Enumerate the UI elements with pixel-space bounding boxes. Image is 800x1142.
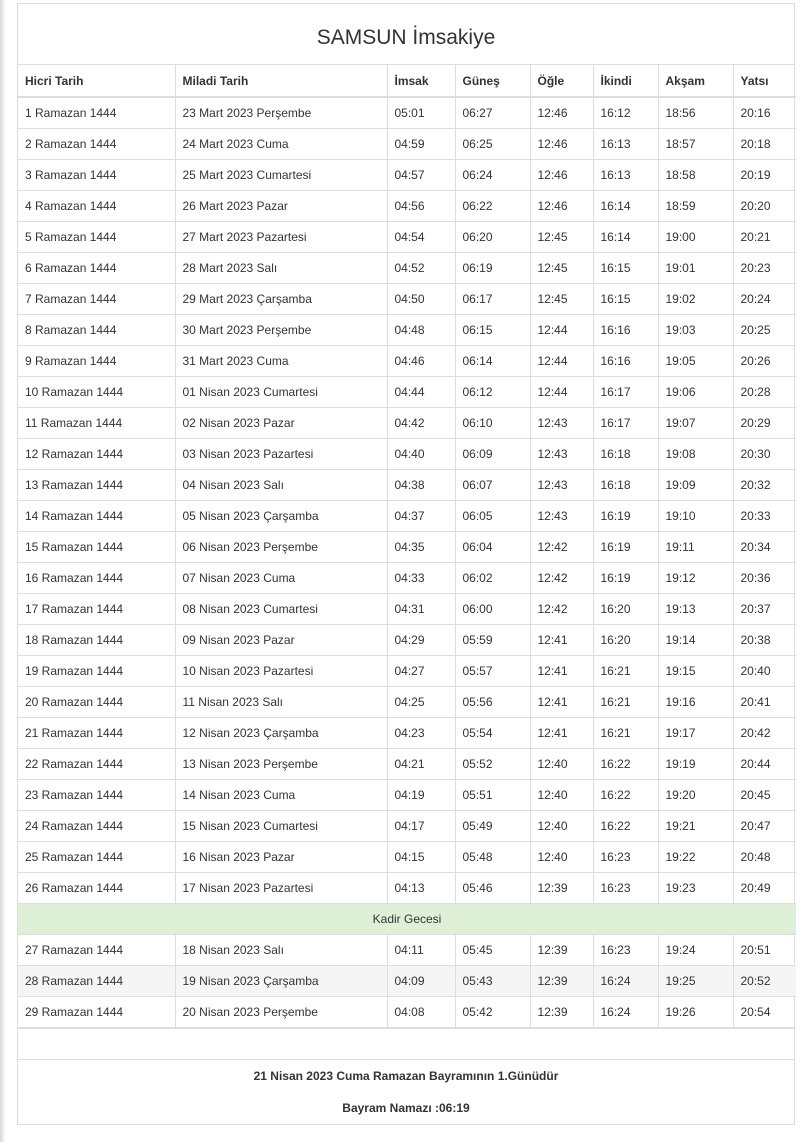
- table-row: [18, 873, 796, 904]
- cell-gunes: 05:48: [455, 842, 530, 873]
- cell-aksam: 19:20: [658, 780, 733, 811]
- cell-ogle: 12:42: [530, 532, 593, 563]
- cell-gunes: 06:09: [455, 439, 530, 470]
- cell-aksam: 19:23: [658, 873, 733, 904]
- cell-hicri-tarih: 22 Ramazan 1444: [18, 749, 175, 780]
- cell-ogle: 12:40: [530, 749, 593, 780]
- header-gunes: Güneş: [455, 65, 530, 97]
- cell-ogle: 12:44: [530, 315, 593, 346]
- cell-ikindi: 16:24: [593, 966, 658, 997]
- table-row: [18, 253, 796, 284]
- cell-gunes: 06:12: [455, 377, 530, 408]
- cell-gunes: 06:00: [455, 594, 530, 625]
- cell-ikindi: 16:17: [593, 408, 658, 439]
- table-row: [18, 718, 796, 749]
- cell-ogle: 12:40: [530, 842, 593, 873]
- cell-hicri-tarih: 7 Ramazan 1444: [18, 284, 175, 315]
- cell-gunes: 06:19: [455, 253, 530, 284]
- cell-imsak: 04:50: [387, 284, 455, 315]
- cell-yatsi: 20:32: [733, 470, 796, 501]
- cell-miladi-tarih: 29 Mart 2023 Çarşamba: [175, 284, 387, 315]
- cell-ikindi: 16:20: [593, 625, 658, 656]
- cell-imsak: 04:23: [387, 718, 455, 749]
- cell-ikindi: 16:19: [593, 532, 658, 563]
- cell-imsak: 04:25: [387, 687, 455, 718]
- cell-yatsi: 20:38: [733, 625, 796, 656]
- bayram-namazi-text: Bayram Namazı :06:19: [342, 1101, 470, 1115]
- cell-imsak: 04:09: [387, 966, 455, 997]
- cell-miladi-tarih: 12 Nisan 2023 Çarşamba: [175, 718, 387, 749]
- table-row: [18, 501, 796, 532]
- cell-ogle: 12:46: [530, 160, 593, 191]
- cell-ogle: 12:44: [530, 346, 593, 377]
- cell-aksam: 18:57: [658, 129, 733, 160]
- cell-yatsi: 20:16: [733, 97, 796, 129]
- cell-ogle: 12:43: [530, 439, 593, 470]
- cell-ogle: 12:43: [530, 470, 593, 501]
- table-row: [18, 284, 796, 315]
- cell-ikindi: 16:19: [593, 563, 658, 594]
- cell-imsak: 04:56: [387, 191, 455, 222]
- cell-yatsi: 20:48: [733, 842, 796, 873]
- cell-hicri-tarih: 24 Ramazan 1444: [18, 811, 175, 842]
- cell-miladi-tarih: 30 Mart 2023 Perşembe: [175, 315, 387, 346]
- cell-gunes: 05:52: [455, 749, 530, 780]
- cell-ikindi: 16:22: [593, 811, 658, 842]
- cell-ogle: 12:41: [530, 718, 593, 749]
- cell-ikindi: 16:21: [593, 718, 658, 749]
- cell-imsak: 04:59: [387, 129, 455, 160]
- cell-imsak: 04:38: [387, 470, 455, 501]
- cell-hicri-tarih: 15 Ramazan 1444: [18, 532, 175, 563]
- cell-yatsi: 20:40: [733, 656, 796, 687]
- cell-yatsi: 20:33: [733, 501, 796, 532]
- cell-ikindi: 16:23: [593, 935, 658, 966]
- cell-ogle: 12:42: [530, 563, 593, 594]
- cell-hicri-tarih: 25 Ramazan 1444: [18, 842, 175, 873]
- header-miladi-tarih: Miladi Tarih: [175, 65, 387, 97]
- cell-gunes: 06:05: [455, 501, 530, 532]
- cell-hicri-tarih: 20 Ramazan 1444: [18, 687, 175, 718]
- cell-gunes: 06:10: [455, 408, 530, 439]
- cell-ogle: 12:46: [530, 97, 593, 129]
- cell-ikindi: 16:15: [593, 253, 658, 284]
- cell-ikindi: 16:13: [593, 160, 658, 191]
- cell-hicri-tarih: 23 Ramazan 1444: [18, 780, 175, 811]
- cell-hicri-tarih: 5 Ramazan 1444: [18, 222, 175, 253]
- cell-imsak: 04:11: [387, 935, 455, 966]
- cell-ogle: 12:45: [530, 253, 593, 284]
- cell-imsak: 04:33: [387, 563, 455, 594]
- table-row: [18, 470, 796, 501]
- cell-ikindi: 16:13: [593, 129, 658, 160]
- cell-imsak: 04:21: [387, 749, 455, 780]
- cell-imsak: 04:15: [387, 842, 455, 873]
- cell-yatsi: 20:52: [733, 966, 796, 997]
- cell-imsak: 04:44: [387, 377, 455, 408]
- cell-miladi-tarih: 07 Nisan 2023 Cuma: [175, 563, 387, 594]
- cell-ikindi: 16:23: [593, 842, 658, 873]
- cell-aksam: 19:03: [658, 315, 733, 346]
- bayram-day-text: 21 Nisan 2023 Cuma Ramazan Bayramının 1.Günüdür: [253, 1069, 559, 1083]
- cell-imsak: 04:19: [387, 780, 455, 811]
- cell-imsak: 04:29: [387, 625, 455, 656]
- cell-imsak: 04:31: [387, 594, 455, 625]
- cell-hicri-tarih: 18 Ramazan 1444: [18, 625, 175, 656]
- cell-ikindi: 16:17: [593, 377, 658, 408]
- cell-aksam: 19:12: [658, 563, 733, 594]
- header-imsak: İmsak: [387, 65, 455, 97]
- cell-hicri-tarih: 28 Ramazan 1444: [18, 966, 175, 997]
- cell-ogle: 12:45: [530, 284, 593, 315]
- cell-ogle: 12:39: [530, 966, 593, 997]
- cell-gunes: 05:46: [455, 873, 530, 904]
- cell-hicri-tarih: 21 Ramazan 1444: [18, 718, 175, 749]
- cell-gunes: 06:04: [455, 532, 530, 563]
- table-row: [18, 594, 796, 625]
- cell-yatsi: 20:44: [733, 749, 796, 780]
- cell-yatsi: 20:18: [733, 129, 796, 160]
- cell-aksam: 19:16: [658, 687, 733, 718]
- cell-gunes: 05:56: [455, 687, 530, 718]
- kadir-gecesi-row: [18, 904, 796, 935]
- cell-ikindi: 16:14: [593, 191, 658, 222]
- cell-imsak: 04:54: [387, 222, 455, 253]
- cell-ikindi: 16:16: [593, 346, 658, 377]
- cell-hicri-tarih: 4 Ramazan 1444: [18, 191, 175, 222]
- cell-ikindi: 16:14: [593, 222, 658, 253]
- cell-aksam: 19:13: [658, 594, 733, 625]
- cell-hicri-tarih: 29 Ramazan 1444: [18, 997, 175, 1028]
- cell-hicri-tarih: 14 Ramazan 1444: [18, 501, 175, 532]
- table-row: [18, 377, 796, 408]
- cell-gunes: 05:42: [455, 997, 530, 1028]
- cell-aksam: 19:24: [658, 935, 733, 966]
- cell-yatsi: 20:34: [733, 532, 796, 563]
- table-row: [18, 97, 796, 129]
- cell-hicri-tarih: 8 Ramazan 1444: [18, 315, 175, 346]
- cell-imsak: 04:46: [387, 346, 455, 377]
- cell-imsak: 04:27: [387, 656, 455, 687]
- cell-ogle: 12:46: [530, 191, 593, 222]
- cell-gunes: 06:20: [455, 222, 530, 253]
- cell-yatsi: 20:24: [733, 284, 796, 315]
- cell-ikindi: 16:24: [593, 997, 658, 1028]
- cell-miladi-tarih: 15 Nisan 2023 Cumartesi: [175, 811, 387, 842]
- cell-miladi-tarih: 26 Mart 2023 Pazar: [175, 191, 387, 222]
- cell-yatsi: 20:30: [733, 439, 796, 470]
- cell-ogle: 12:41: [530, 687, 593, 718]
- kadir-gecesi-label: Kadir Gecesi: [18, 904, 796, 935]
- cell-ogle: 12:39: [530, 935, 593, 966]
- cell-yatsi: 20:36: [733, 563, 796, 594]
- cell-ikindi: 16:16: [593, 315, 658, 346]
- table-row: [18, 532, 796, 563]
- cell-miladi-tarih: 18 Nisan 2023 Salı: [175, 935, 387, 966]
- cell-yatsi: 20:29: [733, 408, 796, 439]
- cell-miladi-tarih: 25 Mart 2023 Cumartesi: [175, 160, 387, 191]
- cell-ogle: 12:42: [530, 594, 593, 625]
- cell-aksam: 19:07: [658, 408, 733, 439]
- cell-aksam: 19:10: [658, 501, 733, 532]
- cell-yatsi: 20:28: [733, 377, 796, 408]
- cell-yatsi: 20:51: [733, 935, 796, 966]
- page-title: SAMSUN İmsakiye: [18, 4, 794, 65]
- cell-gunes: 06:24: [455, 160, 530, 191]
- cell-ogle: 12:41: [530, 625, 593, 656]
- cell-gunes: 06:15: [455, 315, 530, 346]
- cell-hicri-tarih: 2 Ramazan 1444: [18, 129, 175, 160]
- cell-gunes: 06:02: [455, 563, 530, 594]
- header-ikindi: İkindi: [593, 65, 658, 97]
- cell-hicri-tarih: 27 Ramazan 1444: [18, 935, 175, 966]
- cell-aksam: 19:00: [658, 222, 733, 253]
- cell-imsak: 04:17: [387, 811, 455, 842]
- cell-aksam: 19:06: [658, 377, 733, 408]
- table-row: [18, 625, 796, 656]
- table-row: [18, 687, 796, 718]
- cell-miladi-tarih: 31 Mart 2023 Cuma: [175, 346, 387, 377]
- header-aksam: Akşam: [658, 65, 733, 97]
- cell-miladi-tarih: 13 Nisan 2023 Perşembe: [175, 749, 387, 780]
- cell-miladi-tarih: 05 Nisan 2023 Çarşamba: [175, 501, 387, 532]
- cell-aksam: 18:58: [658, 160, 733, 191]
- cell-ikindi: 16:22: [593, 780, 658, 811]
- cell-yatsi: 20:20: [733, 191, 796, 222]
- cell-gunes: 05:54: [455, 718, 530, 749]
- cell-miladi-tarih: 06 Nisan 2023 Perşembe: [175, 532, 387, 563]
- cell-hicri-tarih: 17 Ramazan 1444: [18, 594, 175, 625]
- cell-ogle: 12:46: [530, 129, 593, 160]
- cell-aksam: 19:26: [658, 997, 733, 1028]
- cell-miladi-tarih: 17 Nisan 2023 Pazartesi: [175, 873, 387, 904]
- cell-ogle: 12:39: [530, 997, 593, 1028]
- cell-ikindi: 16:15: [593, 284, 658, 315]
- cell-imsak: 04:57: [387, 160, 455, 191]
- cell-aksam: 19:11: [658, 532, 733, 563]
- table-row: [18, 129, 796, 160]
- cell-hicri-tarih: 12 Ramazan 1444: [18, 439, 175, 470]
- cell-aksam: 19:01: [658, 253, 733, 284]
- cell-aksam: 19:08: [658, 439, 733, 470]
- cell-gunes: 06:22: [455, 191, 530, 222]
- cell-miladi-tarih: 23 Mart 2023 Perşembe: [175, 97, 387, 129]
- cell-yatsi: 20:49: [733, 873, 796, 904]
- cell-imsak: 04:52: [387, 253, 455, 284]
- cell-miladi-tarih: 28 Mart 2023 Salı: [175, 253, 387, 284]
- cell-miladi-tarih: 04 Nisan 2023 Salı: [175, 470, 387, 501]
- cell-ogle: 12:45: [530, 222, 593, 253]
- table-row: [18, 656, 796, 687]
- table-row: [18, 222, 796, 253]
- cell-yatsi: 20:42: [733, 718, 796, 749]
- cell-hicri-tarih: 19 Ramazan 1444: [18, 656, 175, 687]
- cell-gunes: 05:49: [455, 811, 530, 842]
- cell-ogle: 12:40: [530, 780, 593, 811]
- cell-aksam: 19:15: [658, 656, 733, 687]
- cell-ikindi: 16:22: [593, 749, 658, 780]
- cell-gunes: 06:17: [455, 284, 530, 315]
- cell-aksam: 19:14: [658, 625, 733, 656]
- cell-miladi-tarih: 11 Nisan 2023 Salı: [175, 687, 387, 718]
- cell-hicri-tarih: 26 Ramazan 1444: [18, 873, 175, 904]
- cell-imsak: 04:48: [387, 315, 455, 346]
- table-row: [18, 997, 796, 1028]
- cell-aksam: 19:21: [658, 811, 733, 842]
- cell-ikindi: 16:12: [593, 97, 658, 129]
- cell-miladi-tarih: 19 Nisan 2023 Çarşamba: [175, 966, 387, 997]
- cell-hicri-tarih: 11 Ramazan 1444: [18, 408, 175, 439]
- table-header-row: [18, 65, 796, 97]
- cell-yatsi: 20:54: [733, 997, 796, 1028]
- cell-miladi-tarih: 27 Mart 2023 Pazartesi: [175, 222, 387, 253]
- table-body: [18, 97, 796, 1028]
- cell-imsak: 04:35: [387, 532, 455, 563]
- cell-aksam: 19:22: [658, 842, 733, 873]
- cell-hicri-tarih: 3 Ramazan 1444: [18, 160, 175, 191]
- cell-yatsi: 20:23: [733, 253, 796, 284]
- table-row: [18, 408, 796, 439]
- table-row: [18, 563, 796, 594]
- cell-hicri-tarih: 6 Ramazan 1444: [18, 253, 175, 284]
- cell-aksam: 19:25: [658, 966, 733, 997]
- cell-ikindi: 16:21: [593, 656, 658, 687]
- cell-aksam: 19:05: [658, 346, 733, 377]
- cell-yatsi: 20:21: [733, 222, 796, 253]
- table-row: [18, 315, 796, 346]
- cell-miladi-tarih: 08 Nisan 2023 Cumartesi: [175, 594, 387, 625]
- cell-hicri-tarih: 10 Ramazan 1444: [18, 377, 175, 408]
- cell-yatsi: 20:26: [733, 346, 796, 377]
- header-yatsi: Yatsı: [733, 65, 796, 97]
- cell-yatsi: 20:37: [733, 594, 796, 625]
- spacer-row: [18, 1028, 794, 1060]
- cell-miladi-tarih: 03 Nisan 2023 Pazartesi: [175, 439, 387, 470]
- cell-gunes: 06:14: [455, 346, 530, 377]
- cell-aksam: 18:56: [658, 97, 733, 129]
- cell-miladi-tarih: 16 Nisan 2023 Pazar: [175, 842, 387, 873]
- table-row: [18, 191, 796, 222]
- cell-gunes: 05:57: [455, 656, 530, 687]
- cell-gunes: 06:27: [455, 97, 530, 129]
- cell-hicri-tarih: 1 Ramazan 1444: [18, 97, 175, 129]
- table-row: [18, 749, 796, 780]
- cell-aksam: 19:09: [658, 470, 733, 501]
- cell-miladi-tarih: 14 Nisan 2023 Cuma: [175, 780, 387, 811]
- cell-yatsi: 20:47: [733, 811, 796, 842]
- cell-ikindi: 16:23: [593, 873, 658, 904]
- cell-ikindi: 16:19: [593, 501, 658, 532]
- cell-aksam: 18:59: [658, 191, 733, 222]
- cell-ikindi: 16:20: [593, 594, 658, 625]
- cell-yatsi: 20:25: [733, 315, 796, 346]
- cell-miladi-tarih: 09 Nisan 2023 Pazar: [175, 625, 387, 656]
- cell-ogle: 12:39: [530, 873, 593, 904]
- cell-aksam: 19:17: [658, 718, 733, 749]
- cell-gunes: 05:43: [455, 966, 530, 997]
- cell-ikindi: 16:21: [593, 687, 658, 718]
- imsakiye-panel: [17, 3, 795, 1125]
- cell-gunes: 06:07: [455, 470, 530, 501]
- cell-miladi-tarih: 10 Nisan 2023 Pazartesi: [175, 656, 387, 687]
- cell-ogle: 12:40: [530, 811, 593, 842]
- cell-imsak: 04:08: [387, 997, 455, 1028]
- table-row: [18, 811, 796, 842]
- cell-miladi-tarih: 01 Nisan 2023 Cumartesi: [175, 377, 387, 408]
- cell-gunes: 05:45: [455, 935, 530, 966]
- cell-ogle: 12:43: [530, 408, 593, 439]
- cell-miladi-tarih: 20 Nisan 2023 Perşembe: [175, 997, 387, 1028]
- cell-aksam: 19:19: [658, 749, 733, 780]
- cell-ogle: 12:43: [530, 501, 593, 532]
- table-row: [18, 935, 796, 966]
- cell-gunes: 05:51: [455, 780, 530, 811]
- cell-ikindi: 16:18: [593, 439, 658, 470]
- cell-miladi-tarih: 02 Nisan 2023 Pazar: [175, 408, 387, 439]
- header-hicri-tarih: Hicri Tarih: [18, 65, 175, 97]
- cell-yatsi: 20:45: [733, 780, 796, 811]
- imsakiye-table: [18, 65, 796, 1028]
- table-row: [18, 439, 796, 470]
- cell-gunes: 06:25: [455, 129, 530, 160]
- table-row: [18, 346, 796, 377]
- cell-aksam: 19:02: [658, 284, 733, 315]
- cell-imsak: 05:01: [387, 97, 455, 129]
- window-left-edge: [0, 0, 6, 1142]
- cell-ikindi: 16:18: [593, 470, 658, 501]
- cell-imsak: 04:40: [387, 439, 455, 470]
- cell-ogle: 12:44: [530, 377, 593, 408]
- cell-imsak: 04:37: [387, 501, 455, 532]
- header-ogle: Öğle: [530, 65, 593, 97]
- cell-hicri-tarih: 13 Ramazan 1444: [18, 470, 175, 501]
- cell-hicri-tarih: 9 Ramazan 1444: [18, 346, 175, 377]
- cell-ogle: 12:41: [530, 656, 593, 687]
- cell-hicri-tarih: 16 Ramazan 1444: [18, 563, 175, 594]
- table-row: [18, 160, 796, 191]
- cell-gunes: 05:59: [455, 625, 530, 656]
- table-row: [18, 966, 796, 997]
- table-row: [18, 780, 796, 811]
- cell-imsak: 04:42: [387, 408, 455, 439]
- cell-yatsi: 20:19: [733, 160, 796, 191]
- cell-yatsi: 20:41: [733, 687, 796, 718]
- cell-imsak: 04:13: [387, 873, 455, 904]
- table-row: [18, 842, 796, 873]
- cell-miladi-tarih: 24 Mart 2023 Cuma: [175, 129, 387, 160]
- bayram-info: [18, 1060, 794, 1124]
